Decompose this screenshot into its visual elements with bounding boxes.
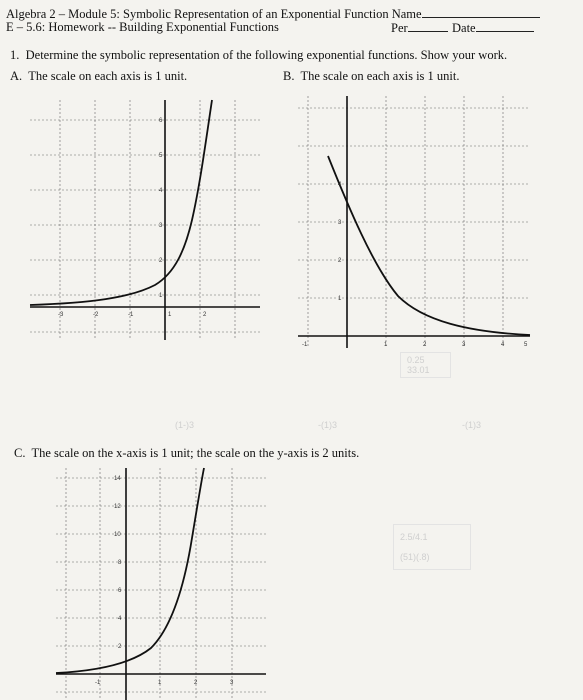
graph-c-axes xyxy=(56,468,266,700)
graph-b-curve xyxy=(328,156,530,335)
question-text: Determine the symbolic representation of the following exponential functions. Show your work. xyxy=(25,48,508,62)
question-number: 1. xyxy=(10,48,20,62)
tick-c-y-10: 10 xyxy=(114,532,121,538)
tick-c-y-8: 8 xyxy=(118,560,122,566)
tick-b-x-2: 2 xyxy=(423,342,427,348)
per-blank[interactable] xyxy=(408,20,448,32)
part-a-text: The scale on each axis is 1 unit. xyxy=(28,69,188,83)
tick-a-y-1: 1 xyxy=(159,293,163,299)
tick-b-y-1: 1 xyxy=(338,296,342,302)
name-label: Name xyxy=(391,7,422,21)
graph-c-grid xyxy=(56,468,266,700)
graph-a-x-ticks xyxy=(58,312,207,318)
title-line-1: Algebra 2 – Module 5: Symbolic Representation of an Exponential Function xyxy=(6,7,389,21)
graph-b xyxy=(298,96,530,348)
tick-c-y-12: 12 xyxy=(114,504,121,510)
part-c-prompt xyxy=(14,446,359,461)
tick-a-x-2: 2 xyxy=(203,312,207,318)
graph-b-y-ticks xyxy=(338,182,342,302)
faint-mark-3: -(1)3 xyxy=(462,420,482,430)
graph-a xyxy=(30,100,270,340)
tick-b-y-3: 3 xyxy=(338,220,342,226)
tick-c-y-14: 14 xyxy=(114,476,121,482)
tick-b-x-3: 3 xyxy=(462,342,466,348)
faint-b-row1: 0.25 xyxy=(407,355,425,365)
tick-c-x-neg1: -1 xyxy=(95,680,101,686)
tick-a-y-6: 6 xyxy=(159,118,163,124)
graph-c xyxy=(56,468,266,700)
tick-b-x-1: 1 xyxy=(384,342,388,348)
part-a-label: A. xyxy=(10,69,23,83)
part-b-label: B. xyxy=(283,69,295,83)
tick-a-x-neg1: -1 xyxy=(128,312,134,318)
tick-a-x-neg3: -3 xyxy=(58,312,64,318)
name-blank[interactable] xyxy=(422,6,540,18)
part-c-text: The scale on the x-axis is 1 unit; the scale on the y-axis is 2 units. xyxy=(31,446,360,460)
question-1 xyxy=(10,48,507,63)
graph-c-y-ticks xyxy=(114,476,122,650)
tick-a-y-4: 4 xyxy=(159,188,163,194)
graph-a-y-ticks xyxy=(159,118,163,299)
tick-c-y-2: 2 xyxy=(118,644,122,650)
faint-c-row2: (51)(.8) xyxy=(400,552,430,562)
faint-table-c xyxy=(393,524,471,570)
date-label: Date xyxy=(452,21,476,35)
worksheet-title xyxy=(6,6,540,21)
faint-table-b xyxy=(400,352,451,378)
tick-a-x-neg2: -2 xyxy=(93,312,99,318)
part-c-label: C. xyxy=(14,446,26,460)
date-blank[interactable] xyxy=(476,20,534,32)
title-line-2: E – 5.6: Homework -- Building Exponential Functions xyxy=(6,20,279,34)
tick-b-x-5: 5 xyxy=(524,342,528,348)
graph-b-x-ticks xyxy=(302,342,528,348)
tick-b-y-2: 2 xyxy=(338,258,342,264)
tick-b-y-4: 4 xyxy=(338,182,342,188)
tick-a-y-2: 2 xyxy=(159,258,163,264)
tick-b-x-4: 4 xyxy=(501,342,505,348)
tick-a-y-5: 5 xyxy=(159,153,163,159)
faint-mark-2: -(1)3 xyxy=(318,420,338,430)
part-b-prompt xyxy=(283,69,459,84)
tick-c-x-3: 3 xyxy=(230,680,234,686)
part-a-prompt xyxy=(10,69,187,84)
date-field xyxy=(452,20,534,35)
part-b-text: The scale on each axis is 1 unit. xyxy=(300,69,460,83)
faint-b-row2: 33.01 xyxy=(407,365,430,375)
tick-c-y-6: 6 xyxy=(118,588,122,594)
worksheet-subtitle xyxy=(6,20,581,34)
faint-c-row1: 2.5/4.1 xyxy=(400,532,428,542)
tick-c-y-4: 4 xyxy=(118,616,122,622)
per-field xyxy=(391,20,448,35)
tick-b-x-neg1: -1 xyxy=(302,342,308,348)
graph-b-grid xyxy=(298,96,530,348)
per-label: Per xyxy=(391,21,408,35)
graph-c-curve xyxy=(56,468,204,673)
graph-a-curve xyxy=(30,100,212,305)
tick-a-y-3: 3 xyxy=(159,223,163,229)
tick-c-x-1: 1 xyxy=(158,680,162,686)
tick-c-x-2: 2 xyxy=(194,680,198,686)
tick-a-x-1: 1 xyxy=(168,312,172,318)
faint-mark-1: (1-)3 xyxy=(175,420,195,430)
graph-c-x-ticks xyxy=(95,680,234,686)
